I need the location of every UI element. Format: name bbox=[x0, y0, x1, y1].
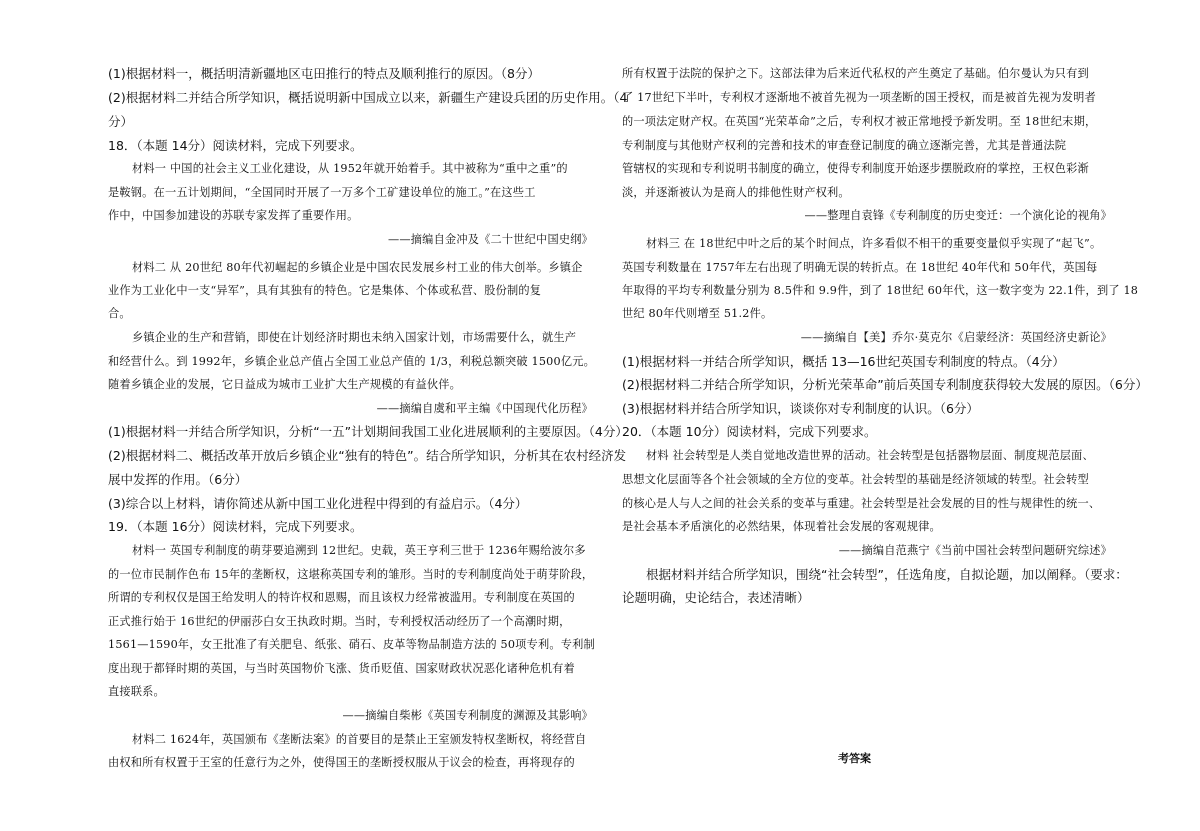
left-column-line: 材料一 中国的社会主义工业化建设，从 1952年就开始着手。其中被称为“重中之重”的 bbox=[132, 162, 568, 175]
left-column-line: ——摘编自金冲及《二十世纪中国史纲》 bbox=[388, 233, 593, 246]
left-column-line: (2)根据材料二并结合所学知识，概括说明新中国成立以来，新疆生产建设兵团的历史作用。（4 bbox=[108, 90, 628, 105]
right-column-line: 材料三 在 18世纪中叶之后的某个时间点，许多看似不相干的重要变量似乎实现了“起飞”。 bbox=[646, 237, 1102, 250]
left-column-line: 度出现于都铎时期的英国，与当时英国物价飞涨、货币贬值、国家财政状况恶化诸种危机有着 bbox=[108, 662, 575, 675]
left-column-line: 正式推行始于 16世纪的伊丽莎白女王执政时期。当时，专利授权活动经历了一个高潮时期， bbox=[108, 615, 571, 628]
left-column-line: 是鞍钢。在一五计划期间，“全国同时开展了一万多个工矿建设单位的施工。”在这些工 bbox=[108, 186, 536, 199]
left-column-line: (3)综合以上材料，请你简述从新中国工业化进程中得到的有益启示。（4分） bbox=[108, 496, 528, 511]
right-column-line: 英国专利数量在 1757年左右出现了明确无误的转折点。在 18世纪 40年代和 50年代，英国每 bbox=[622, 261, 1098, 274]
right-column-line: 管辖权的实现和专利说明书制度的确立，使得专利制度开始逐步摆脱政府的掌控，王权色彩渐 bbox=[622, 162, 1089, 175]
left-column-line: 分） bbox=[108, 114, 134, 129]
right-column-line: 20．（本题 10分）阅读材料，完成下列要求。 bbox=[622, 424, 877, 439]
right-column-line: 是社会基本矛盾演化的必然结果，体现着社会发展的客观规律。 bbox=[622, 520, 941, 533]
right-column-line: 材料 社会转型是人类自觉地改造世界的活动。社会转型是包括器物层面、制度规范层面、 bbox=[646, 449, 1094, 462]
right-column-line: (3)根据材料并结合所学知识，谈谈你对专利制度的认识。（6分） bbox=[622, 401, 979, 416]
right-column-line: 论题明确，史论结合，表述清晰） bbox=[622, 590, 810, 605]
right-column-line: 的核心是人与人之间的社会关系的变革与重建。社会转型是社会发展的目的性与规律性的统一、 bbox=[622, 497, 1101, 510]
left-column-line: 由权和所有权置于王室的任意行为之外，使得国王的垄断授权服从于议会的检查，再将现存的 bbox=[108, 756, 575, 769]
right-column-line: ——摘编自【美】乔尔·莫克尔《启蒙经济：英国经济史新论》 bbox=[800, 331, 1112, 344]
left-column-line: ——摘编自虞和平主编《中国现代化历程》 bbox=[376, 402, 593, 415]
right-column-line: 了 17世纪下半叶，专利权才逐渐地不被首先视为一项垄断的国王授权，而是被首先视为发明者 bbox=[622, 91, 1096, 104]
right-column-line: 所有权置于法院的保护之下。这部法律为后来近代私权的产生奠定了基础。伯尔曼认为只有到 bbox=[622, 67, 1089, 80]
left-column-line: 业作为工业化中一支“异军”，具有其独有的特色。它是集体、个体或私营、股份制的复 bbox=[108, 284, 542, 297]
right-column-line: ——摘编自范燕宁《当前中国社会转型问题研究综述》 bbox=[838, 544, 1112, 557]
left-column-line: (2)根据材料二、概括改革开放后乡镇企业“独有的特色”。结合所学知识，分析其在农村经济发 bbox=[108, 448, 627, 463]
left-column-line: 乡镇企业的生产和营销，即使在计划经济时期也未纳入国家计划，市场需要什么，就生产 bbox=[132, 331, 577, 344]
left-column-line: 材料二 从 20世纪 80年代初崛起的乡镇企业是中国农民发展乡村工业的伟大创举。乡镇企 bbox=[132, 261, 583, 274]
left-column-line: 材料一 英国专利制度的萌芽要追溯到 12世纪。史载，英王亨利三世于 1236年赐给波尔多 bbox=[132, 544, 586, 557]
left-column-line: 19．（本题 16分）阅读材料，完成下列要求。 bbox=[108, 519, 363, 534]
left-column-line: 作中，中国参加建设的苏联专家发挥了重要作用。 bbox=[108, 209, 359, 222]
right-column-line: 专利制度与其他财产权利的完善和技术的审查登记制度的确立逐渐完善，尤其是普通法院 bbox=[622, 139, 1067, 152]
left-column-line: (1)根据材料一，概括明清新疆地区屯田推行的特点及顺利推行的原因。（8分） bbox=[108, 66, 540, 81]
left-column-line: 和经营什么。到 1992年，乡镇企业总产值占全国工业总产值的 1/3，利税总额突破 1500亿元。 bbox=[108, 355, 595, 368]
right-column-line: 淡，并逐渐被认为是商人的排他性财产权利。 bbox=[622, 186, 850, 199]
right-column-line: 的一项法定财产权。在英国“光荣革命”之后，专利权才被正常地授予新发明。至 18世纪末期， bbox=[622, 115, 1097, 128]
right-column-line: 思想文化层面等各个社会领域的全方位的变革。社会转型的基础是经济领域的转型。社会转型 bbox=[622, 473, 1089, 486]
right-column-line: 根据材料并结合所学知识，围绕“社会转型”，任选角度，自拟论题，加以阐释。（要求： bbox=[646, 567, 1128, 582]
left-column-line: 的一位市民制作色布 15年的垄断权，这堪称英国专利的雏形。当时的专利制度尚处于萌芽阶段， bbox=[108, 568, 594, 581]
left-column-line: 18．（本题 14分）阅读材料，完成下列要求。 bbox=[108, 138, 363, 153]
left-column-line: (1)根据材料一并结合所学知识，分析“一五”计划期间我国工业化进展顺利的主要原因。（4分） bbox=[108, 424, 628, 439]
left-column-line: ——摘编自柴彬《英国专利制度的渊源及其影响》 bbox=[342, 709, 593, 722]
left-column-line: 随着乡镇企业的发展，它日益成为城市工业扩大生产规模的有益伙伴。 bbox=[108, 378, 462, 391]
right-column-line: (1)根据材料一并结合所学知识，概括 13—16世纪英国专利制度的特点。（4分） bbox=[622, 354, 1065, 369]
answer-sheet-label: 考答案 bbox=[838, 752, 871, 765]
left-column-line: 直接联系。 bbox=[108, 685, 165, 698]
left-column-line: 展中发挥的作用。（6分） bbox=[108, 472, 248, 487]
right-column-line: 年取得的平均专利数量分别为 8.5件和 9.9件，到了 18世纪 60年代，这一数字变为 22.1件，到了 18 bbox=[622, 284, 1139, 297]
right-column-line: ——整理自袁锋《专利制度的历史变迁：一个演化论的视角》 bbox=[804, 209, 1112, 222]
left-column-line: 所谓的专利权仅是国王给发明人的特许权和恩赐，而且该权力经常被滥用。专利制度在英国的 bbox=[108, 591, 575, 604]
left-column-line: 材料二 1624年，英国颁布《垄断法案》的首要目的是禁止王室颁发特权垄断权，将经营自 bbox=[132, 733, 587, 746]
left-column-line: 1561—1590年，女王批准了有关肥皂、纸张、硝石、皮革等物品制造方法的 50项专利。专利制 bbox=[108, 638, 595, 651]
left-column-line: 合。 bbox=[108, 307, 131, 320]
right-column-line: (2)根据材料二并结合所学知识，分析光荣革命”前后英国专利制度获得较大发展的原因。（6分） bbox=[622, 377, 1148, 392]
right-column-line: 世纪 80年代则增至 51.2件。 bbox=[622, 307, 773, 320]
